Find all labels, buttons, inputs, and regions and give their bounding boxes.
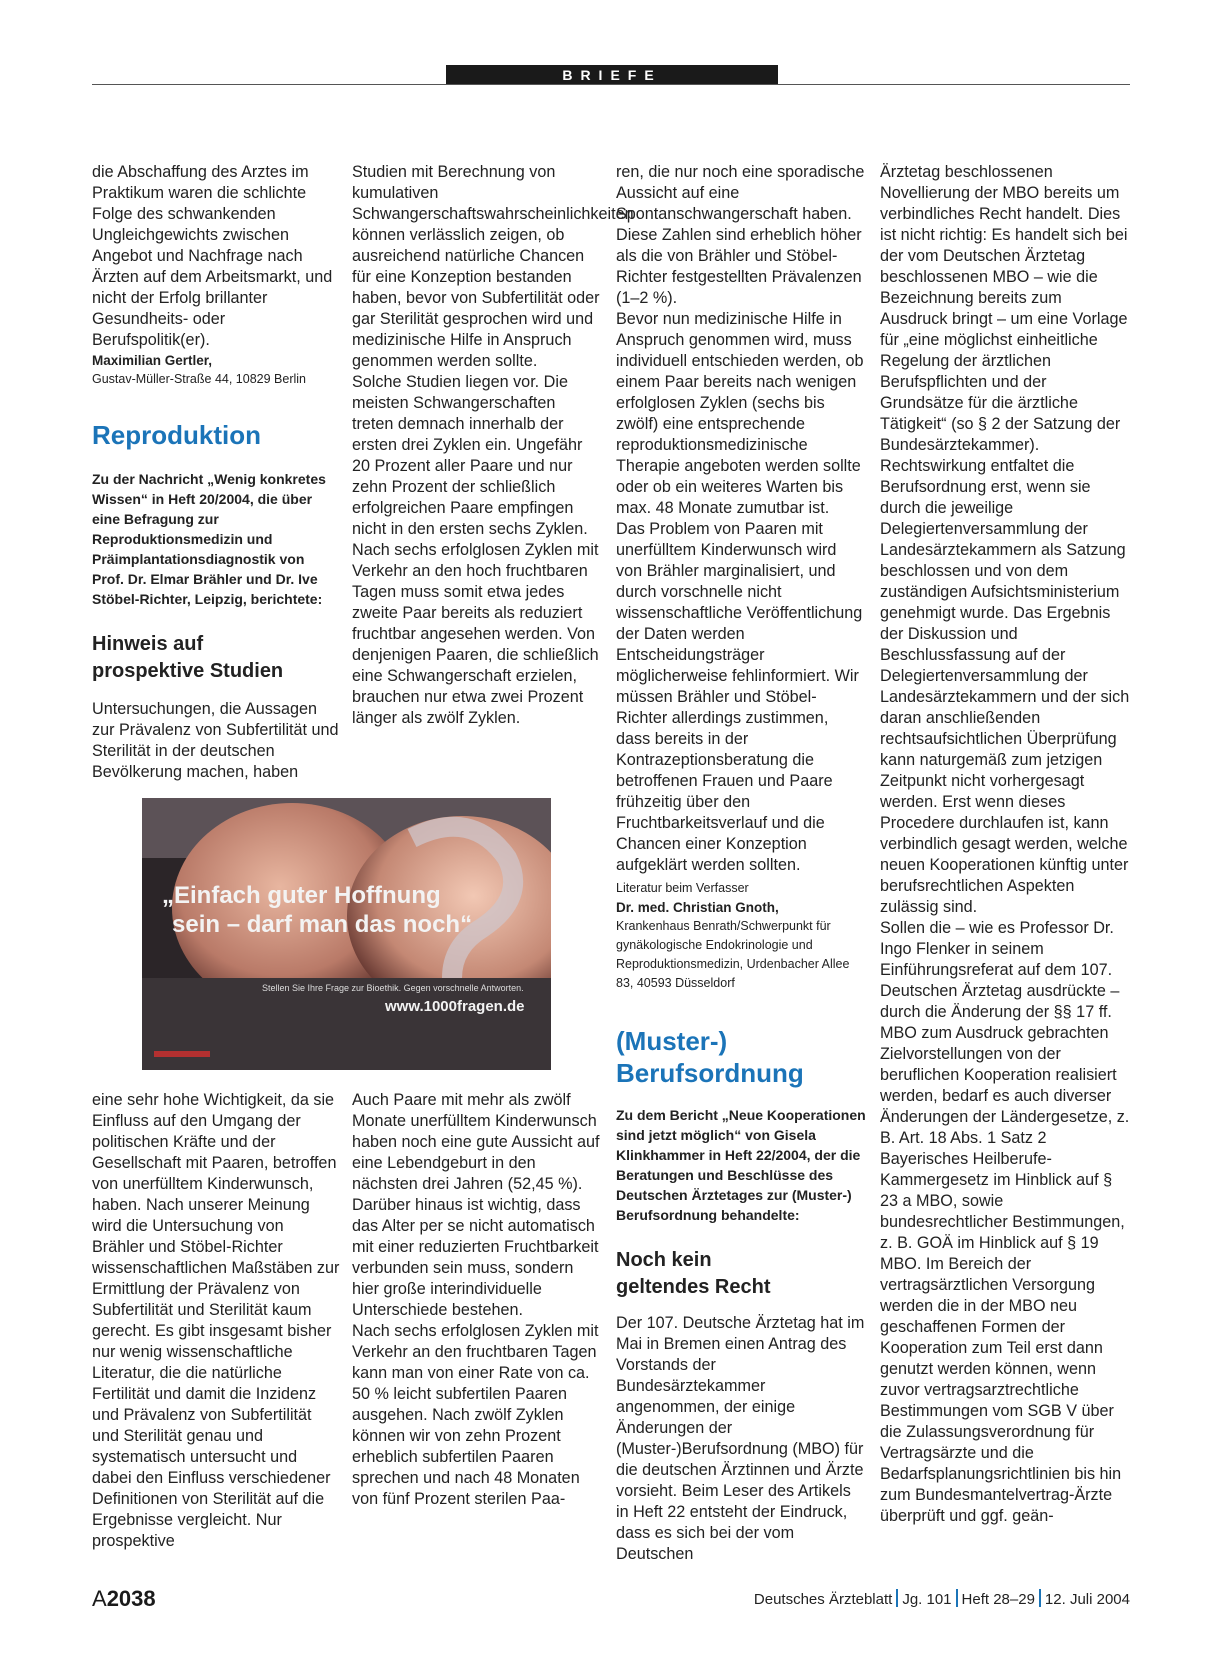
- paragraph: Ärztetag beschlossenen Novellierung der MBO bereits um verbindliches Recht handelt. Dies ist nicht richtig: Es handelt sich bei der vom Deutschen Ärztetag beschlossenen MBO – wie die Bezeichnung bereits zum Ausdruck bringt – um eine Vorlage für „eine möglichst einheitliche Regelung der ärztlichen Berufspflichten und der Grundsätze für die ärztliche Tätigkeit“ (so § 2 der Satzung der Bundesärztekammer). Rechtswirkung entfaltet die Berufsordnung erst, wenn sie durch die jeweilige Delegiertenversammlung der Landesärztekammern als Satzung beschlossen und von dem zuständigen Aufsichtsministerium genehmigt wurde. Das Ergebnis der Diskussion und Beschlussfassung auf der Delegiertenversammlung der Landesärztekammern und der sich daran anschließenden rechtsaufsichtlichen Überprüfung kann naturgemäß zum jetzigen Zeitpunkt nicht vorhergesagt werden. Erst wenn dieses Procedere durchlaufen ist, kann verbindlich gesagt werden, welche neuen Kooperationen künftig unter berufsrechtlichen Aspekten zulässig sind.: [880, 163, 1130, 916]
- separator: [896, 1589, 898, 1607]
- paragraph: eine sehr hohe Wichtigkeit, da sie Einfluss auf den Umgang der politischen Kräfte und der Gesellschaft mit Paaren, betroffen von unerfülltem Kinderwunsch, haben. Nach unserer Meinung wird die Untersuchung von Brähler und Stöbel-Richter wissenschaftlichen Maßstäben zur Ermittlung der Prävalenz von Subfertilität und Sterilität kaum gerecht. Es gibt insgesamt bisher nur wenig wissenschaftliche Literatur, die die natürliche Fertilität und damit die Inzidenz und Prävalenz von Subfertilität und Sterilität genau und systematisch untersucht und dabei den Einfluss verschiedener Definitionen von Sterilität auf die Ergebnisse vergleicht. Nur prospektive: [92, 1091, 340, 1550]
- paragraph: Das Problem von Paaren mit unerfülltem Kinderwunsch wird von Brähler marginalisiert, und durch vorschnelle nicht wissenschaftliche Veröffentlichung der Daten werden Entscheidungsträger möglicherweise fehlinformiert. Wir müssen Brähler und Stöbel-Richter allerdings zustimmen, dass bereits in der Kontrazeptionsberatung die betroffenen Frauen und Paare frühzeitig über den Fruchtbarkeitsverlauf und die Chancen einer Konzeption aufgeklärt werden sollten.: [616, 520, 863, 874]
- letter-subtitle-line-1: Noch kein: [616, 1249, 712, 1271]
- letter-subtitle: [92, 631, 340, 685]
- page-number: [92, 1586, 156, 1612]
- campaign-photo-image: [142, 798, 551, 1070]
- literature-note: Literatur beim Verfasser: [616, 881, 749, 895]
- column-1-top: [92, 162, 340, 783]
- letter-subtitle-line-2: geltendes Recht: [616, 1276, 771, 1298]
- signature-address: Krankenhaus Benrath/Schwerpunkt für gynäkologische Endokrinologie und Reproduktionsmedizin, Urdenbacher Allee 83, 40593 Düsseldorf: [616, 919, 850, 990]
- separator: [1039, 1589, 1041, 1607]
- column-4: [880, 162, 1130, 1527]
- page-number-value: 2038: [106, 1586, 156, 1611]
- paragraph: Nach sechs erfolglosen Zyklen mit Verkehr an den fruchtbaren Tagen kann man von einer Rate von ca. 50 % leicht subfertilen Paaren ausgehen. Nach zwölf Zyklen können wir von zehn Prozent erheblich subfertilen Paaren sprechen und nach 48 Monaten von fünf Prozent sterilen Paa-: [352, 1322, 599, 1508]
- section-intro: Zu dem Bericht „Neue Kooperationen sind jetzt möglich“ von Gisela Klinkhammer in Heft 22/2004, der die Beratungen und Beschlüsse des Deutschen Ärztetages zur (Muster-) Berufsordnung behandelte:: [616, 1107, 866, 1223]
- section-title-reproduktion: Reproduktion: [92, 420, 261, 450]
- photo-url: www.1000fragen.de: [385, 998, 525, 1015]
- paragraph: Auch Paare mit mehr als zwölf Monate unerfülltem Kinderwunsch haben noch eine gute Aussicht auf eine Lebendgeburt in den nächsten drei Jahren (52,45 %). Darüber hinaus ist wichtig, dass das Alter per se nicht automatisch mit einer reduzierten Fruchtbarkeit verbunden sein muss, sondern hier große interindividuelle Unterschiede bestehen.: [352, 1091, 600, 1319]
- paragraph: ren, die nur noch eine sporadische Aussicht auf eine Spontanschwangerschaft haben. Diese Zahlen sind erheblich höher als die von Brähler und Stöbel-Richter festgestellten Prävalenzen (1–2 %).: [616, 163, 865, 307]
- paragraph: Sollen die – wie es Professor Dr. Ingo Flenker in seinem Einführungsreferat auf dem 107. Deutschen Ärztetag ausdrückte – durch die Änderung der §§ 17 ff. MBO zum Ausdruck gebrachten Zielvorstellungen von der beruflichen Kooperation realisiert werden, bedarf es auch diverser Änderungen der Ländergesetze, z. B. Art. 18 Abs. 1 Satz 2 Bayerisches Heilberufe-Kammergesetz im Hinblick auf § 23 a MBO, sowie bundesrechtlicher Bestimmungen, z. B. GOÄ im Hinblick auf § 19 MBO. Im Bereich der vertragsärztlichen Versorgung werden die in der MBO neu geschaffenen Formen der Kooperation zum Teil erst dann genutzt werden können, wenn zuvor vertragsarztrechtliche Bestimmungen vom SGB V über die Zulassungsverordnung für Vertragsärzte und die Bedarfsplanungsrichtlinien bis hin zum Bundesmantelvertrag-Ärzte überprüft und ggf. geän-: [880, 919, 1130, 1525]
- letter-body-start: Der 107. Deutsche Ärztetag hat im Mai in Bremen einen Antrag des Vorstands der Bundesärztekammer angenommen, der einige Änderungen der (Muster-)Berufsordnung (MBO) für die deutschen Ärztinnen und Ärzte vorsieht. Beim Leser des Artikels in Heft 22 entsteht der Eindruck, dass es sich bei der vom Deutschen: [616, 1314, 865, 1563]
- photo-slogan-line-2: sein – darf man das noch“: [172, 911, 473, 938]
- column-2-bottom: [352, 1090, 600, 1510]
- header-rule: [92, 84, 1130, 85]
- page-prefix: A: [92, 1586, 107, 1611]
- letter-ending-text: die Abschaffung des Arztes im Praktikum waren die schlichte Folge des schwankenden Ungleichgewichts zwischen Angebot und Nachfrage nach Ärzten auf dem Arbeitsmarkt, und nicht der Erfolg brillanter Gesundheits- oder Berufspolitik(er).: [92, 163, 333, 349]
- campaign-photo: [142, 798, 551, 1070]
- journal-volume: Jg. 101: [902, 1591, 952, 1608]
- signature-name: Maximilian Gertler,: [92, 353, 213, 368]
- journal-date: 12. Juli 2004: [1044, 1591, 1130, 1608]
- paragraph: Bevor nun medizinische Hilfe in Anspruch genommen wird, muss individuell entschieden werden, ob einem Paar bereits nach wenigen erfolglosen Zyklen (sechs bis zwölf) eine entsprechende reproduktionsmedizinische Therapie angeboten werden sollte oder ob ein weiteres Warten bis max. 48 Monate zumutbar ist.: [616, 310, 864, 517]
- journal-info: [754, 1589, 1130, 1608]
- column-3: [616, 162, 866, 1565]
- photo-small-text: Stellen Sie Ihre Frage zur Bioethik. Gegen vorschnelle Antworten.: [262, 983, 524, 993]
- section-intro: Zu der Nachricht „Wenig konkretes Wissen“ in Heft 20/2004, die über eine Befragung zur Reproduktionsmedizin und Präimplantationsdiagnostik von Prof. Dr. Elmar Brähler und Dr. Ive Stöbel-Richter, Leipzig, berichtete:: [92, 471, 326, 607]
- column-1-bottom: [92, 1090, 340, 1552]
- letter-subtitle-line-2: prospektive Studien: [92, 660, 284, 682]
- journal-name: Deutsches Ärzteblatt: [753, 1591, 893, 1608]
- letter-body-start: Untersuchungen, die Aussagen zur Prävalenz von Subfertilität und Sterilität in der deutschen Bevölkerung machen, haben: [92, 700, 339, 781]
- section-title-berufsordnung: [616, 1025, 866, 1089]
- section-title-line-2: Berufsordnung: [616, 1058, 804, 1088]
- letter-subtitle: [616, 1247, 866, 1301]
- section-title-line-1: (Muster-): [616, 1026, 728, 1056]
- photo-slogan-line-1: „Einfach guter Hoffnung: [162, 882, 441, 909]
- separator: [956, 1589, 958, 1607]
- column-2-top: [352, 162, 634, 729]
- paragraph: Solche Studien liegen vor. Die meisten Schwangerschaften treten demnach innerhalb der ersten drei Zyklen ein. Ungefähr 20 Prozent aller Paare und nur zehn Prozent der schließlich erfolgreichen Paare empfingen nicht in den ersten sechs Zyklen. Nach sechs erfolglosen Zyklen mit Verkehr an den hoch fruchtbaren Tagen muss somit etwa jedes zweite Paar bereits als reduziert fruchtbar angesehen werden. Von denjenigen Paaren, die schließlich eine Schwangerschaft erzielen, brauchen nur etwa zwei Prozent länger als zwölf Zyklen.: [352, 373, 599, 727]
- section-rubric: BRIEFE: [446, 65, 778, 85]
- journal-issue: Heft 28–29: [961, 1591, 1035, 1608]
- paragraph: Studien mit Berechnung von kumulativen Schwangerschaftswahrscheinlichkeiten können verlässlich zeigen, ob ausreichend natürliche Chancen für eine Konzeption bestanden haben, bevor von Subfertilität oder gar Sterilität gesprochen wird und medizinische Hilfe in Anspruch genommen werden sollte.: [352, 163, 634, 370]
- signature-name: Dr. med. Christian Gnoth,: [616, 900, 779, 915]
- letter-subtitle-line-1: Hinweis auf: [92, 633, 204, 655]
- signature-address: Gustav-Müller-Straße 44, 10829 Berlin: [92, 372, 306, 386]
